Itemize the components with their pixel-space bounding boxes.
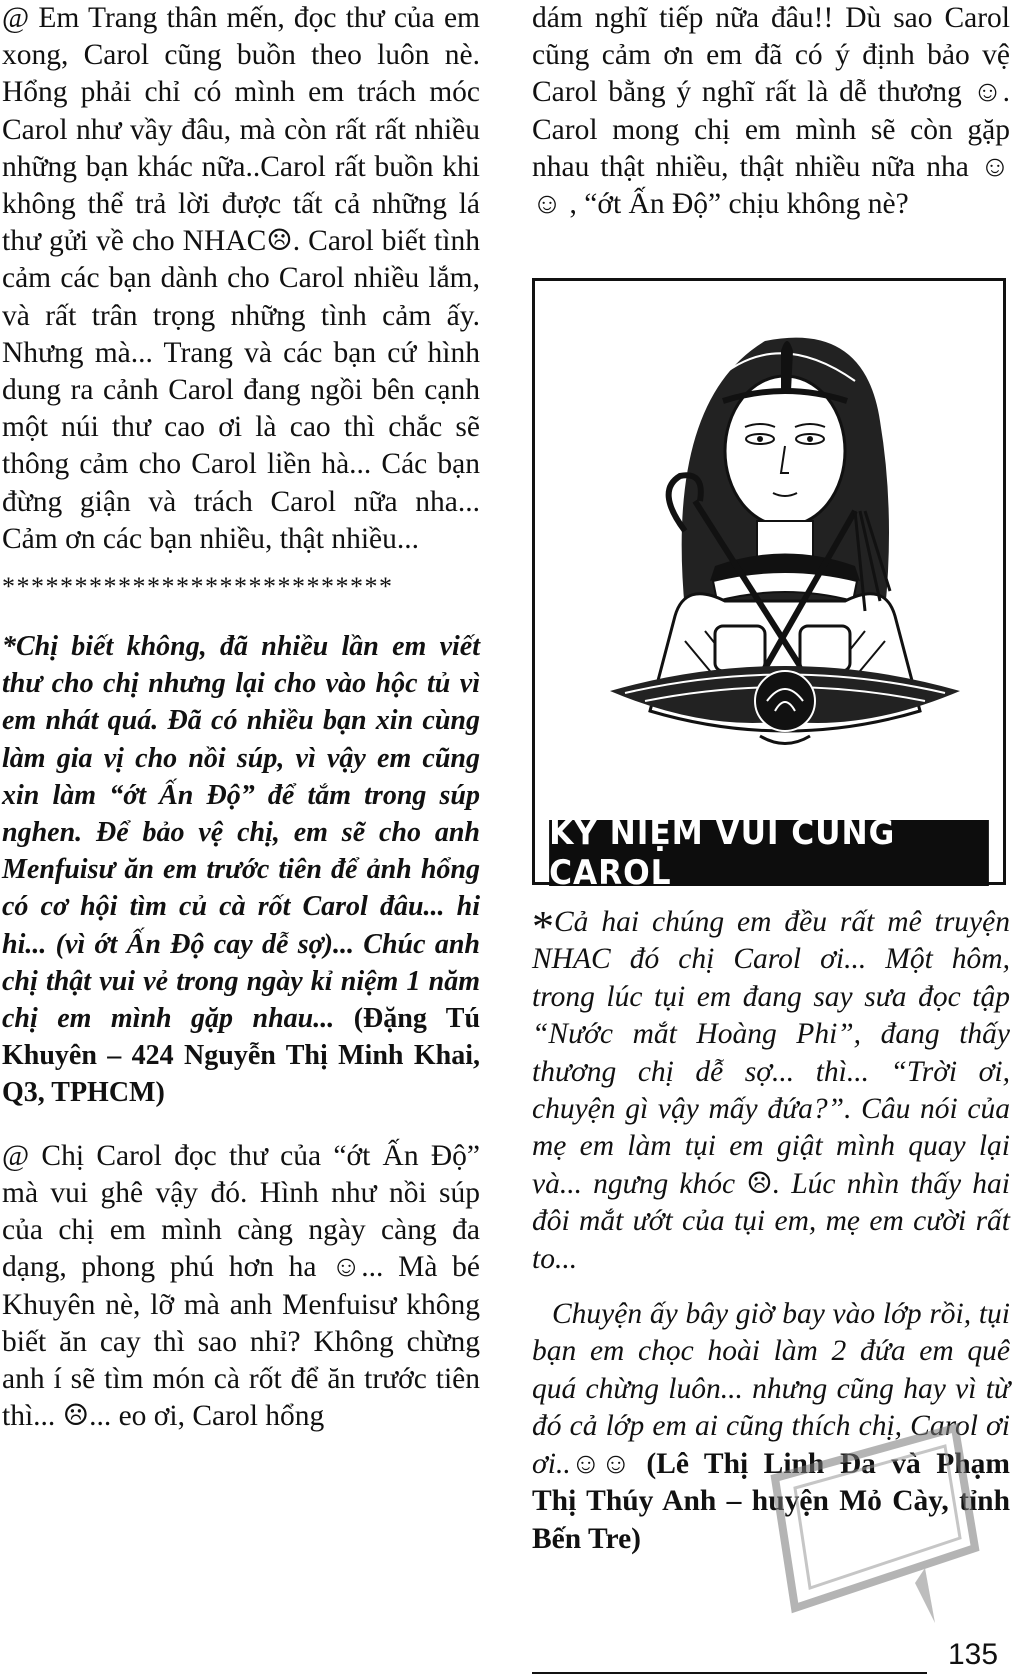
reader-letter-3-body: Cả hai chúng em đều rất mê truyện NHAC đó chị Carol ơi... Một hôm, trong lúc tụi em đang say sưa đọc tập “Nước mắt Hoàng Phi”, đang thấy thương chị dễ sợ... thì... “Trời ơi, chuyện gì vậy mấy đứa?”. Câu nói của mẹ em làm tụi em giật mình quay lại và... ngưng khóc ☹. Lúc nhìn thấy hai đôi mắt ướt của tụi em, mẹ em cười rất to... bbox=[532, 906, 1010, 1275]
section-separator: *************************** bbox=[2, 572, 394, 602]
reader-letter-3-signature: (Lê Thị Linh Đa và Phạm Thị Thúy Anh – huyện Mỏ Cày, tỉnh Bến Tre) bbox=[532, 1447, 1010, 1555]
reply-paragraph-2: @ Chị Carol đọc thư của “ớt Ấn Độ” mà vui ghê vậy đó. Hình như nồi súp của chị em mình càng ngày càng đa dạng, phong phú hơn ha ☺... Mà bé Khuyên nè, lỡ mà anh Menfuisư không biết ăn cay thì sao nhỉ? Không chừng anh í sẽ tìm món cà rốt để ăn trước tiên thì... ☹... eo ơi, Carol hổng bbox=[2, 1139, 480, 1433]
reader-letter-2-signature: (Đặng Tú Khuyên – 424 Nguyễn Thị Minh Khai, Q3, TPHCM) bbox=[2, 1003, 481, 1109]
left-column bbox=[2, 0, 480, 1435]
feature-banner-title: KỶ NIỆM VUI CÙNG CAROL bbox=[549, 820, 989, 886]
right-column-top bbox=[532, 0, 1010, 223]
watermark-logo bbox=[755, 1418, 987, 1628]
reply-paragraph-2-continued: dám nghĩ tiếp nữa đâu!! Dù sao Carol cũng cảm ơn em đã có ý định bảo vệ Carol bằng ý nghĩ rất là dễ thương ☺. Carol mong chị em mình sẽ còn gặp nhau thật nhiều, thật nhiều nữa nha ☺☺ , “ớt Ấn Độ” chịu không nè? bbox=[532, 2, 1010, 221]
reader-letter-2-body: *Chị biết không, đã nhiều lần em viết thư cho chị nhưng lại cho vào hộc tủ vì em nhát quá. Đã có nhiều bạn xin cùng làm gia vị cho nồi súp, vì vậy em cũng xin làm “ớt Ấn Độ” để tắm trong súp nghen. Để bảo vệ chị, em sẽ cho anh Menfuisư ăn em trước tiên để ảnh hổng có cơ hội tìm củ cà rốt Carol đâu... hi hi... (vì ớt Ấn Độ cay dễ sợ)... Chúc anh chị thật vui vẻ trong ngày kỉ niệm 1 năm chị em mình gặp nhau... bbox=[2, 631, 480, 1035]
reply-paragraph-1: @ Em Trang thân mến, đọc thư của em xong, Carol cũng buồn theo luôn nè. Hổng phải chỉ có mình em trách móc Carol như vầy đâu, mà còn rất rất nhiều những bạn khác nữa..Carol rất buồn khi không thể trả lời được tất cả những lá thư gửi về cho NHAC☹. Carol biết tình cảm các bạn dành cho Carol nhiều lắm, và rất trân trọng những tình cảm ấy. Nhưng mà... Trang và các bạn cứ hình dung ra cảnh Carol đang ngồi bên cạnh một núi thư cao ơi là cao thì chắc sẽ thông cảm cho Carol liền hà... Các bạn đừng giận và trách Carol nữa nha... Cảm ơn các bạn nhiều, thật nhiều... bbox=[2, 2, 480, 555]
reader-letter-2 bbox=[2, 628, 480, 1112]
letter-asterisk: * bbox=[532, 902, 554, 951]
footer-rule bbox=[532, 1672, 927, 1674]
carol-illustration-frame bbox=[532, 278, 1006, 885]
reader-letter-3 bbox=[532, 904, 1010, 1278]
reader-letter-3-body-2: Chuyện ấy bây giờ bay vào lớp rồi, tụi bạn em chọc hoài làm 2 đứa em quê quá chừng luôn... nhưng cũng hay vì từ đó cả lớp em ai cũng thích chị, Carol ơi ơi..☺☺ bbox=[532, 1298, 1010, 1480]
carol-portrait-illustration bbox=[535, 281, 1003, 821]
page-number: 135 bbox=[948, 1638, 999, 1671]
